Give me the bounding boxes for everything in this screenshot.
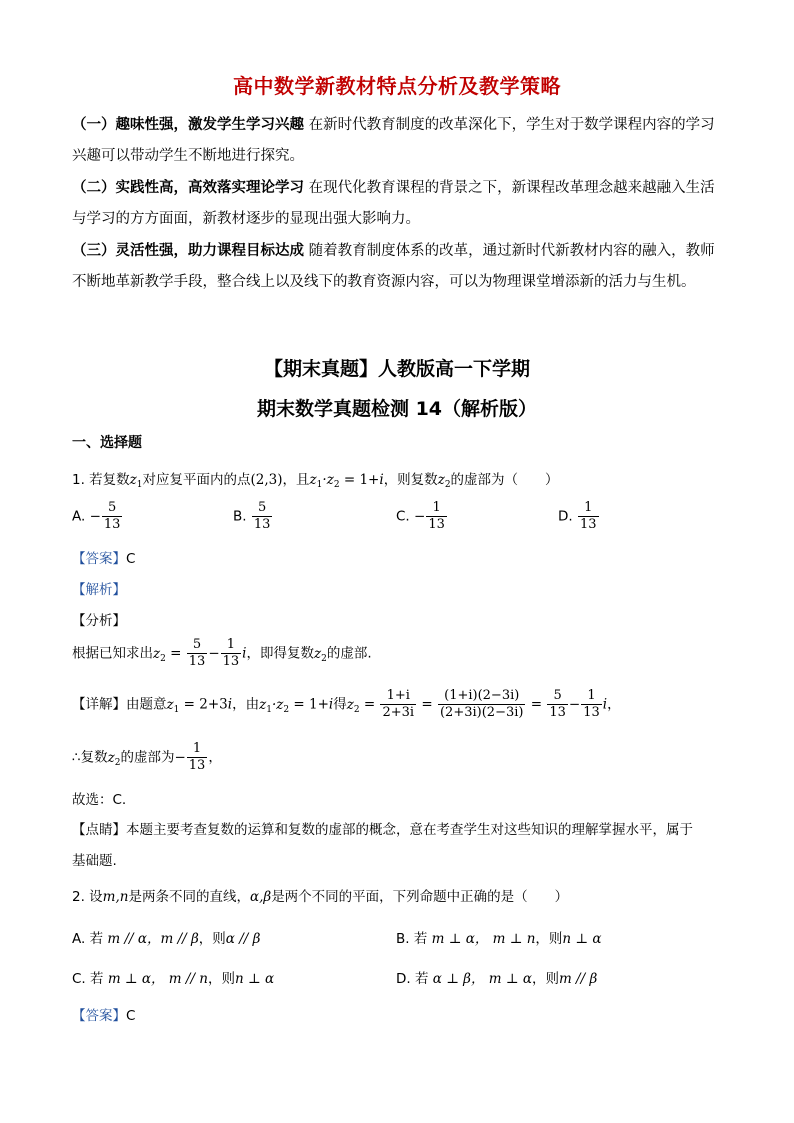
option-tail: ，则 [207,971,235,987]
q1-stem-text: ，则复数 [383,472,438,488]
answer-value: C [126,551,136,567]
q1-stem-text: ，且 [282,472,310,488]
option-fraction: $\frac{5}{13}$ [103,500,121,532]
math-point: (2,3) [250,472,283,488]
xiangjie-tag: 【详解】 [72,696,126,713]
point-text: 在现代化教育课程的背景之下，新课程改革理念越来越融入生活与学习的方方面面，新教材逐步的显现出强大影响力。 [72,180,715,227]
q2-stem-text: 是两个不同的平面，下列命题中正确的是（ ） [271,889,569,905]
fraction-5-13: $\frac{5}{13}$ [549,688,566,720]
q1-stem [72,468,559,490]
fenxi-text: 根据已知求出 [72,645,153,662]
q2-stem: 2. 设m,n是两条不同的直线，α,β是两个不同的平面，下列命题中正确的是（ ） [72,889,569,905]
q2-option-c[interactable] [72,967,274,987]
point-text: 在新时代教育制度的改革深化下，学生对于数学课程内容的学习兴趣可以带动学生不断地进行探究。 [72,117,715,164]
exam-title-line1: 【期末真题】人教版高一下学期 [263,358,530,380]
q2-stem-text: 是两条不同的直线， [128,889,250,905]
fenxi-text: ，即得复数 [246,645,314,662]
q2-option-a[interactable] [72,927,260,947]
math-eq: = 1+i [343,472,384,488]
q2-option-b[interactable] [396,927,602,947]
math-z2: $z_2$ [314,645,327,664]
therefore-text: ∴复数 [72,749,108,766]
fraction-1-13: $\frac{1}{13}$ [583,688,600,720]
option-label: D. [558,508,573,525]
q1-option-d[interactable] [558,500,600,533]
math-z2: $z_2$ [437,472,451,490]
option-label: B. [233,508,247,525]
xiangjie-text: 得 [333,696,347,713]
option-conclusion: α // β [225,931,261,947]
fenxi-text: 的虚部. [326,645,372,662]
q1-xiangjie: 【详解】由题意$z_1 = 2+3i$，由$z_1\cdot z_2 = 1+i$得$z_2$ = $\frac{1+i}{2+3i}$ = $\frac{(1+i)(2-3i)}{(2+3i)(2-3i)}$ = $\frac{5}{13}$ − $\frac{1}{13}$ i， [72,688,621,720]
banner-point-1 [72,110,728,172]
q2-option-d[interactable] [396,967,597,987]
option-fraction: $\frac{1}{13}$ [428,500,445,532]
q1-fenxi-text: 根据已知求出$z_2$ = $\frac{5}{13}$ − $\frac{1}{13}$ i，即得复数$z_2$的虚部. [72,637,372,669]
q1-answer [72,547,135,567]
point-heading: （三）灵活性强，助力课程目标达成 [72,243,304,259]
fraction-step2: $\frac{(1+i)(2-3i)}{(2+3i)(2-3i)}$ [439,688,524,720]
option-fraction: $\frac{5}{13}$ [253,500,271,532]
q1-dianjing [72,818,693,838]
q1-stem-text: 1. 若复数 [72,472,130,488]
point-text: 随着教育制度体系的改革，通过新时代新教材内容的融入，教师不断地革新教学手段，整合线上以及线下的教育资源内容，可以为物理课堂增添新的活力与生机。 [72,243,715,290]
option-tail: ，则 [198,931,226,947]
q1-therefore: ∴复数$z_2$的虚部为− $\frac{1}{13}$ ， [72,741,222,773]
banner-point-3 [72,236,728,298]
banner-point-2 [72,173,728,235]
xiangjie-text: ，由 [232,696,260,713]
option-math: m ⊥ α， m // n [107,971,208,987]
option-conclusion: n ⊥ α [562,931,602,947]
dianjing-tag: 【点睛】 [72,822,126,838]
q1-jiexi-tag: 【解析】 [72,582,126,598]
q1-option-c[interactable] [396,500,448,533]
q1-fenxi-tag: 【分析】 [72,613,126,629]
option-math: α ⊥ β， m ⊥ α [432,971,532,987]
option-label: D. 若 [396,971,429,987]
q1-stem-text: 的虚部为（ ） [450,472,559,488]
option-math: m ⊥ α， m ⊥ n [431,931,536,947]
q2-stem-text: 2. 设 [72,889,103,905]
option-sign: − [89,508,101,525]
option-tail: ，则 [535,931,563,947]
q1-option-b[interactable] [233,500,273,533]
fraction-step1: $\frac{1+i}{2+3i}$ [382,688,415,720]
dianjing-text: 本题主要考查复数的运算和复数的虚部的概念，意在考查学生对这些知识的理解掌握水平，属于 [126,822,693,838]
fraction-1-13: $\frac{1}{13}$ [188,741,206,773]
option-label: C. [396,508,410,525]
answer-value: C [126,1008,136,1024]
q1-conclusion: 故选：C. [72,792,127,808]
option-label: A. 若 [72,931,104,947]
option-math: m // α，m // β [107,931,199,947]
q2-answer [72,1004,135,1024]
fraction-5-13: $\frac{5}{13}$ [188,637,206,669]
math-z1z2: $z_1\cdot z_2$ [309,472,340,490]
option-label: C. 若 [72,971,104,987]
fraction-1-13: $\frac{1}{13}$ [222,637,240,669]
math-z2: $z_2$ [153,645,166,664]
option-sign: − [414,508,426,525]
answer-tag: 【答案】 [72,1008,126,1024]
math-z1: $z_1$ [166,696,180,715]
option-tail: ，则 [531,971,559,987]
answer-tag: 【答案】 [72,551,126,567]
option-fraction: $\frac{1}{13}$ [579,500,597,532]
section-heading: 一、选择题 [72,435,142,451]
xiangjie-text: 由题意 [126,696,167,713]
option-label: B. 若 [396,931,428,947]
math-z1: $z_1$ [129,472,143,490]
q1-stem-text: 对应复平面内的点 [142,472,251,488]
point-heading: （二）实践性高，高效落实理论学习 [72,180,304,196]
banner-title: 高中数学新教材特点分析及教学策略 [233,74,561,98]
therefore-text: 的虚部为 [120,749,175,766]
option-conclusion: n ⊥ α [234,971,275,987]
option-conclusion: m // β [558,971,598,987]
q1-dianjing-cont: 基础题. [72,853,117,869]
option-label: A. [72,508,86,525]
point-heading: （一）趣味性强，激发学生学习兴趣 [72,117,304,133]
exam-title-line2: 期末数学真题检测 14（解析版） [256,398,538,420]
q1-option-a[interactable] [72,500,123,533]
